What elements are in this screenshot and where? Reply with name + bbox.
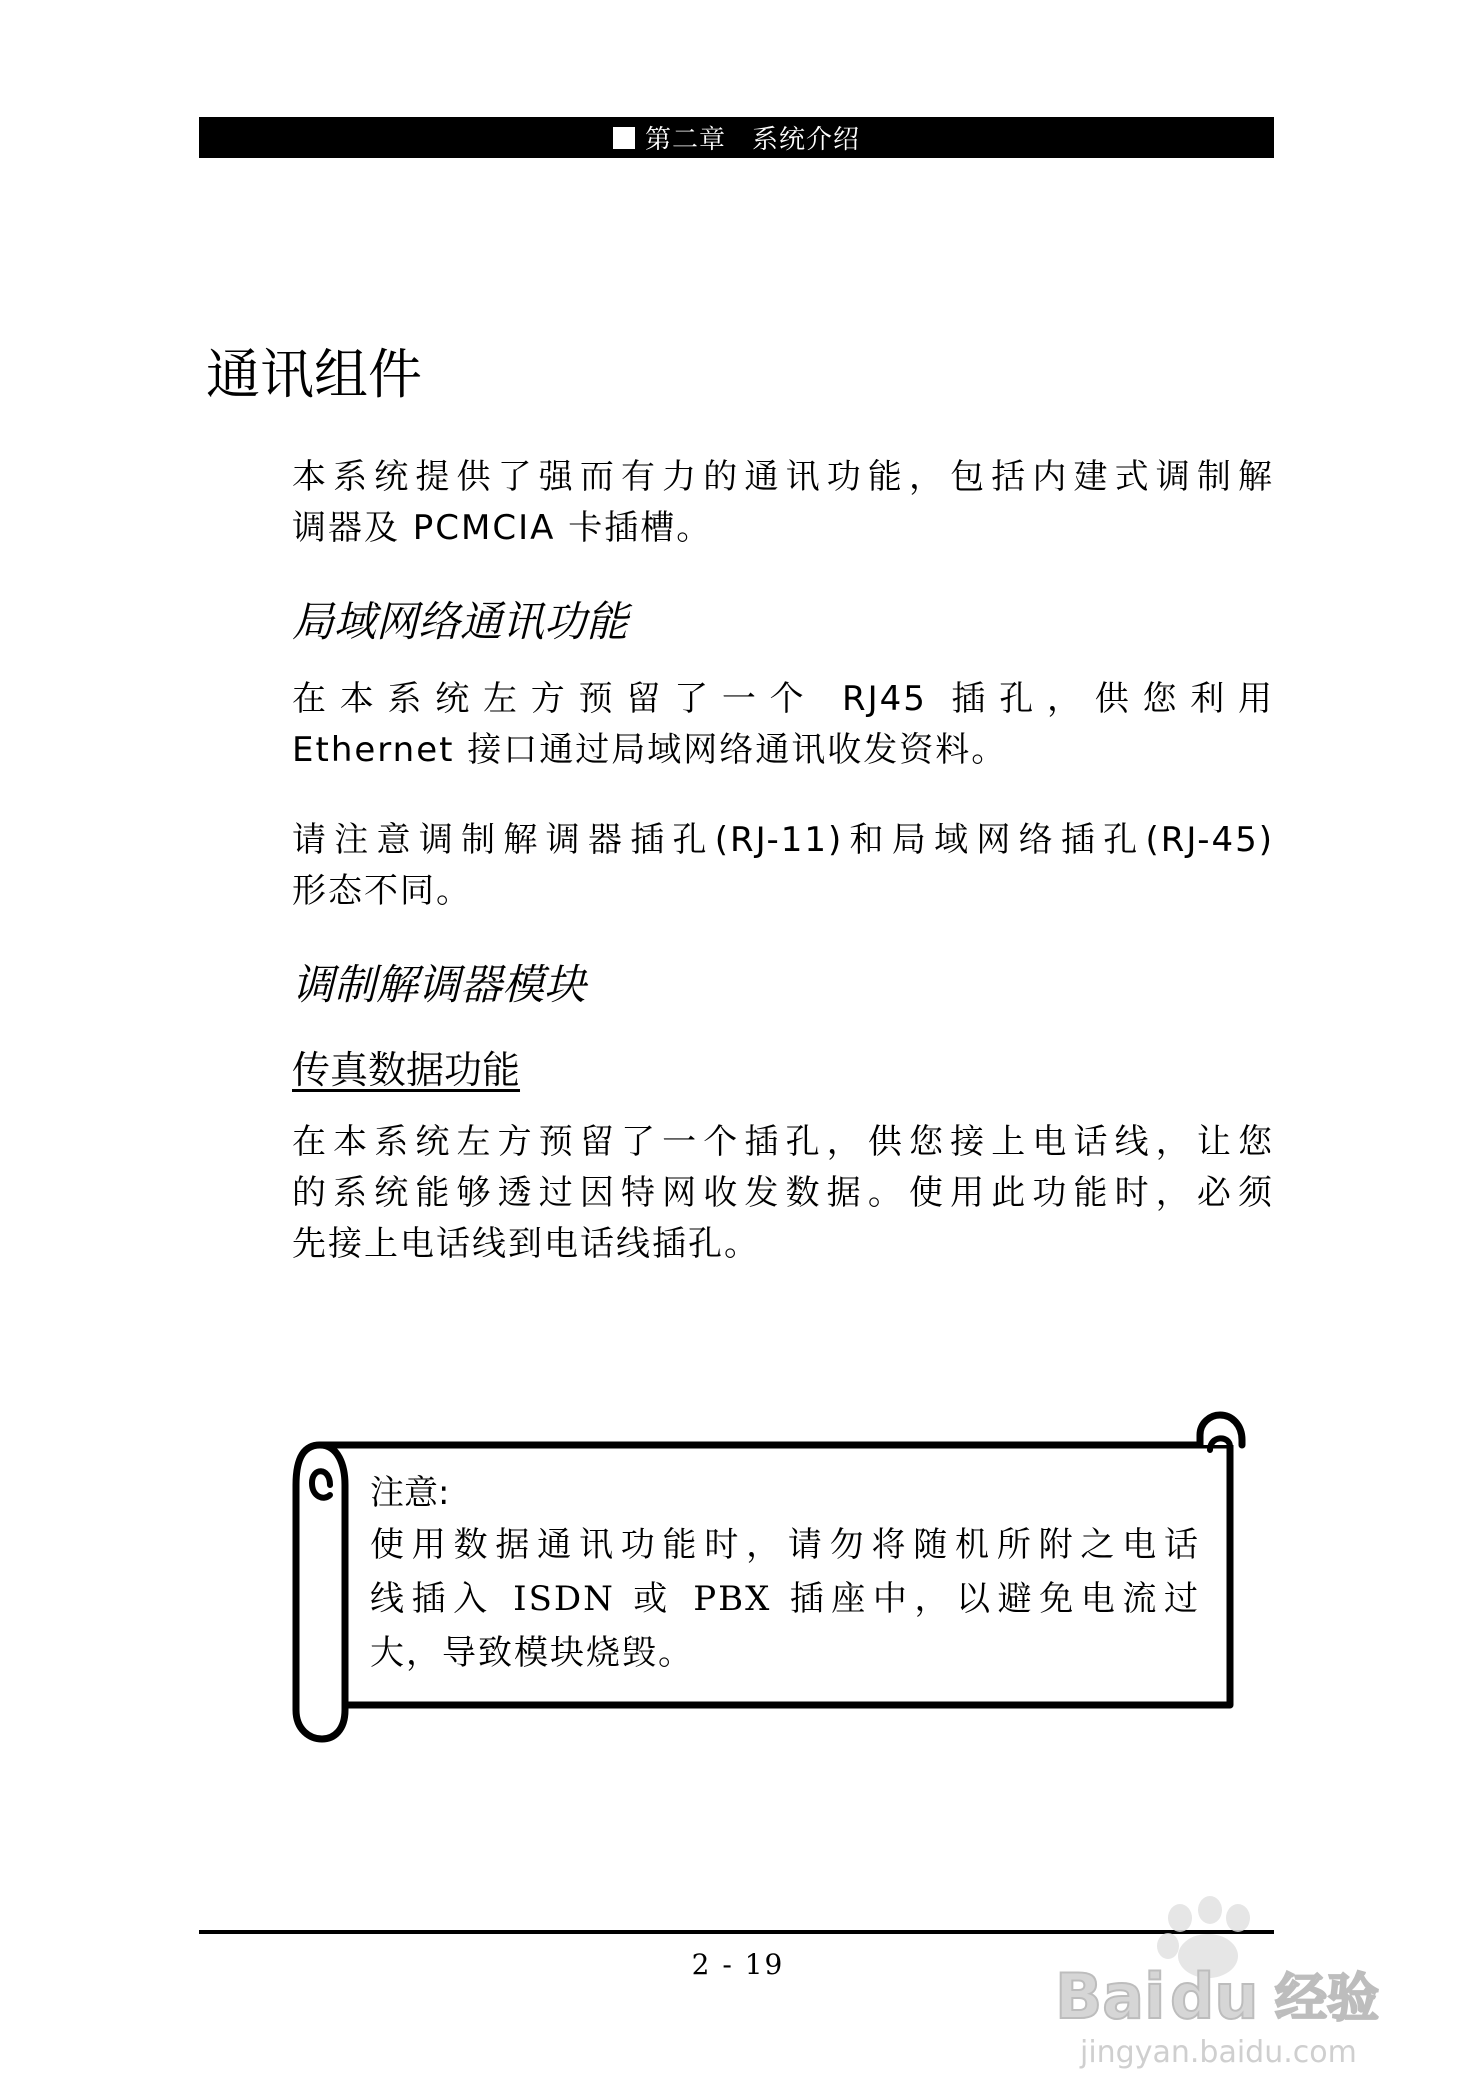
section-title: 通讯组件 xyxy=(206,343,422,406)
chapter-number: 第二章 xyxy=(644,125,726,155)
page-number: 2 - 19 xyxy=(691,1948,785,1981)
watermark-brand-du: du xyxy=(1170,1960,1259,2033)
modem-line-1: 在本系统左方预留了一个插孔，供您接上电话线，让您 xyxy=(292,1122,1274,1162)
watermark-brand: Bai xyxy=(1055,1960,1166,2033)
square-bullet-icon xyxy=(613,127,635,149)
lan-p1-line-2: Ethernet 接口通过局域网络通讯收发资料。 xyxy=(292,730,1008,770)
lan-p1-line-1: 在本系统左方预留了一个 RJ45 插孔，供您利用 xyxy=(292,679,1274,719)
modem-line-2: 的系统能够透过因特网收发数据。使用此功能时，必须 xyxy=(292,1173,1274,1213)
baidu-jingyan-watermark xyxy=(1050,1890,1470,2080)
intro-line-1: 本系统提供了强而有力的通讯功能，包括内建式调制解 xyxy=(292,457,1274,497)
watermark-url: jingyan.baidu.com xyxy=(1080,2035,1357,2070)
intro-line-2: 调器及 PCMCIA 卡插槽。 xyxy=(292,508,713,548)
note-label: 注意: xyxy=(370,1473,450,1513)
chapter-header-bar xyxy=(199,117,1274,158)
modem-line-3: 先接上电话线到电话线插孔。 xyxy=(292,1224,760,1264)
modem-heading: 调制解调器模块 xyxy=(292,960,587,1009)
intro-paragraph xyxy=(292,452,1274,554)
note-line-3: 大，导致模块烧毁。 xyxy=(370,1633,694,1673)
lan-heading: 局域网络通讯功能 xyxy=(292,597,629,646)
chapter-title: 系统介绍 xyxy=(752,125,861,155)
lan-p2-line-2: 形态不同。 xyxy=(292,871,472,911)
warning-note xyxy=(370,1468,1200,1680)
lan-paragraph-1 xyxy=(292,674,1274,776)
note-line-2: 线插入 ISDN 或 PBX 插座中，以避免电流过 xyxy=(370,1579,1200,1619)
watermark-jingyan: 经验 xyxy=(1275,1969,1380,2029)
lan-p2-line-1: 请注意调制解调器插孔(RJ-11)和局域网络插孔(RJ-45) xyxy=(292,820,1274,860)
lan-paragraph-2 xyxy=(292,815,1274,917)
note-line-1: 使用数据通讯功能时，请勿将随机所附之电话 xyxy=(370,1525,1200,1565)
modem-paragraph xyxy=(292,1117,1274,1270)
fax-data-subheading: 传真数据功能 xyxy=(292,1048,521,1092)
note-body xyxy=(370,1518,1200,1680)
